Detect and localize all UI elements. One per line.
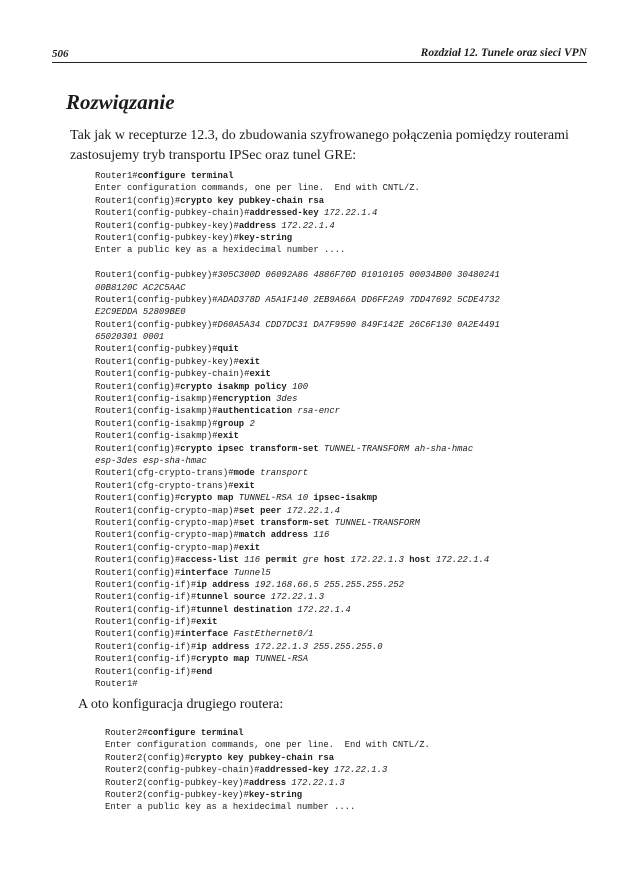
code-prompt: Router1# <box>95 171 138 181</box>
code-line <box>95 455 500 467</box>
code-command: ip address <box>196 641 250 652</box>
code-argument: TUNNEL-RSA <box>249 654 309 665</box>
code-line <box>95 418 500 430</box>
code-argument: 172.22.1.4 <box>281 505 341 516</box>
code-command: quit <box>217 344 239 355</box>
code-line <box>95 443 500 455</box>
code-prompt: Router1(config-pubkey)# <box>95 344 218 355</box>
code-line <box>95 492 500 504</box>
code-command: crypto ipsec transform-set <box>180 443 319 454</box>
code-prompt: Router1(config-pubkey-key)# <box>95 232 239 243</box>
code-command: set transform-set <box>238 517 330 528</box>
code-command: crypto map <box>180 493 234 504</box>
code-command: configure terminal <box>147 728 244 738</box>
code-argument: 172.22.1.3 <box>345 555 404 566</box>
code-line <box>95 616 500 628</box>
code-argument: 116 <box>308 530 330 541</box>
code-command: group <box>217 418 245 429</box>
code-command: address <box>248 777 287 788</box>
code-prompt: Router1(config-if)# <box>95 654 197 665</box>
code-prompt: Router1(config-if)# <box>95 666 197 677</box>
code-line <box>95 294 500 306</box>
code-prompt: Router1(config-crypto-map)# <box>95 542 239 553</box>
code-line <box>95 666 500 678</box>
code-prompt: Router1(config)# <box>95 555 181 566</box>
code-command: crypto map <box>196 654 250 665</box>
code-command: exit <box>249 369 271 380</box>
code-line <box>95 579 500 591</box>
code-command: tunnel source <box>196 592 266 603</box>
code-argument: ADAD378D A5A1F140 2EB9A66A DD6FF2A9 7DD47692 5CDE4732 <box>217 294 500 305</box>
code-command: interface <box>180 567 229 578</box>
code-prompt: Router1(config-pubkey)# <box>95 294 218 305</box>
code-command: host <box>403 555 431 566</box>
code-line <box>105 739 430 751</box>
code-prompt: Router1(config-pubkey-key)# <box>95 356 239 367</box>
code-line <box>95 170 500 182</box>
code-prompt: Router1(config-isakmp)# <box>95 406 218 417</box>
code-argument: 65020301 0001 <box>95 332 165 343</box>
code-prompt: Enter configuration commands, one per line. End with CNTL/Z. <box>105 740 430 751</box>
code-prompt: Enter a public key as a hexidecimal number .... <box>105 802 356 813</box>
code-line <box>95 653 500 665</box>
code-prompt: Router1(config-pubkey)# <box>95 270 218 281</box>
code-command: mode <box>233 468 255 479</box>
code-line <box>95 269 500 281</box>
code-blank-line <box>95 257 500 269</box>
code-line <box>95 430 500 442</box>
code-line <box>105 764 430 776</box>
code-prompt: Router1(config-if)# <box>95 617 197 628</box>
code-argument: 192.168.66.5 255.255.255.252 <box>249 579 404 590</box>
code-command: addressed-key <box>249 208 319 219</box>
code-argument: 116 <box>238 555 261 566</box>
second-router-paragraph: A oto konfiguracja drugiego routera: <box>78 697 284 712</box>
code-line <box>95 554 500 566</box>
code-argument: 100 <box>286 381 309 392</box>
code-line <box>95 467 500 479</box>
page-number: 506 <box>52 48 69 60</box>
code-command: exit <box>238 542 261 553</box>
code-prompt: Enter a public key as a hexidecimal number .... <box>95 245 346 256</box>
code-argument: 172.22.1.4 <box>292 604 351 615</box>
code-prompt: Router1(config)# <box>95 567 181 578</box>
code-prompt: Router1(config)# <box>95 381 181 392</box>
code-command: exit <box>217 431 239 442</box>
code-command: crypto key pubkey-chain rsa <box>180 195 325 206</box>
code-argument: 2 <box>244 418 255 429</box>
code-line <box>95 604 500 616</box>
code-command: address <box>238 220 277 231</box>
code-argument: gre <box>297 555 319 566</box>
code-line <box>95 331 500 343</box>
code-line <box>95 182 500 194</box>
router2-config-listing <box>105 727 430 814</box>
code-command: key-string <box>238 232 293 243</box>
code-line <box>95 591 500 603</box>
code-argument: FastEthernet0/1 <box>228 629 314 640</box>
code-line <box>95 356 500 368</box>
code-argument: 172.22.1.3 <box>286 777 345 788</box>
code-prompt: Router1(config-pubkey-chain)# <box>95 369 250 380</box>
code-prompt: Router1(config-if)# <box>95 579 197 590</box>
code-argument: Tunnel5 <box>228 567 271 578</box>
code-prompt: Router1(config)# <box>95 629 181 640</box>
code-line <box>105 801 430 813</box>
code-command: addressed-key <box>259 765 329 776</box>
code-command: interface <box>180 629 229 640</box>
code-line <box>95 517 500 529</box>
intro-paragraph: Tak jak w recepturze 12.3, do zbudowania szyfrowanego połączenia pomiędzy routerami zastosujemy tryb transportu IPSec oraz tunel GRE: <box>70 128 569 163</box>
code-line <box>95 405 500 417</box>
code-prompt: Router1(config-isakmp)# <box>95 394 218 405</box>
code-prompt: Router2(config)# <box>105 752 191 763</box>
code-prompt: Router1(config-isakmp)# <box>95 418 218 429</box>
code-command: crypto isakmp policy <box>180 381 287 392</box>
code-prompt: Router1(config-if)# <box>95 592 197 603</box>
code-prompt: Router1(config-if)# <box>95 604 197 615</box>
router1-config-listing <box>95 170 500 690</box>
code-line <box>95 319 500 331</box>
code-command: end <box>196 666 213 677</box>
code-prompt: Enter configuration commands, one per line. End with CNTL/Z. <box>95 183 420 194</box>
page-header <box>52 40 587 63</box>
code-command: configure terminal <box>137 171 234 181</box>
code-line <box>95 232 500 244</box>
code-command: exit <box>233 480 255 491</box>
code-line <box>95 480 500 492</box>
code-prompt: Router1(config-crypto-map)# <box>95 530 239 541</box>
code-command: set peer <box>238 505 282 516</box>
code-line <box>95 282 500 294</box>
code-argument: 172.22.1.3 255.255.255.0 <box>249 641 383 652</box>
code-prompt: Router1(cfg-crypto-trans)# <box>95 468 234 479</box>
code-prompt: Router1(config-pubkey)# <box>95 319 218 330</box>
code-prompt: Router1(config-crypto-map)# <box>95 505 239 516</box>
code-line <box>95 529 500 541</box>
code-prompt: Router1(config)# <box>95 493 181 504</box>
code-argument: esp-3des esp-sha-hmac <box>95 455 207 466</box>
code-command: encryption <box>217 394 271 405</box>
code-prompt: Router1(cfg-crypto-trans)# <box>95 480 234 491</box>
code-line <box>105 752 430 764</box>
code-prompt: Router1(config-isakmp)# <box>95 431 218 442</box>
code-prompt: Router1(config-if)# <box>95 641 197 652</box>
code-line <box>105 777 430 789</box>
code-argument: D60A5A34 CDD7DC31 DA7F9590 849F142E 26C6F130 0A2E4491 <box>217 319 500 330</box>
code-command: ip address <box>196 579 250 590</box>
code-argument: rsa-encr <box>292 406 340 417</box>
code-line <box>95 381 500 393</box>
code-argument: 3des <box>270 394 298 405</box>
code-line <box>95 641 500 653</box>
code-prompt: Router2(config-pubkey-key)# <box>105 777 249 788</box>
code-prompt: Router1(config)# <box>95 443 181 454</box>
code-command: exit <box>196 617 218 628</box>
code-argument: 00B8120C AC2C5AAC <box>95 282 186 293</box>
code-prompt: Router1(config-crypto-map)# <box>95 517 239 528</box>
code-prompt: Router1(config-pubkey-chain)# <box>95 208 250 219</box>
code-command: exit <box>238 356 261 367</box>
code-line <box>95 207 500 219</box>
code-command: permit <box>260 555 298 566</box>
code-argument: 172.22.1.4 <box>276 220 335 231</box>
code-command: match address <box>238 530 309 541</box>
code-command: authentication <box>217 406 293 417</box>
code-prompt: Router1(config)# <box>95 195 181 206</box>
running-title: Rozdział 12. Tunele oraz sieci VPN <box>420 47 587 59</box>
code-line <box>95 220 500 232</box>
code-argument: 172.22.1.4 <box>318 208 378 219</box>
code-line <box>95 393 500 405</box>
code-command: crypto key pubkey-chain rsa <box>190 752 335 763</box>
code-line <box>95 567 500 579</box>
code-argument: transport <box>254 468 309 479</box>
code-line <box>95 343 500 355</box>
code-prompt: Router1# <box>95 679 138 690</box>
section-title: Rozwiązanie <box>66 90 175 114</box>
code-line <box>95 368 500 380</box>
code-argument: TUNNEL-RSA 10 <box>233 493 309 504</box>
code-line <box>95 542 500 554</box>
code-line <box>95 244 500 256</box>
code-line <box>105 789 430 801</box>
code-prompt: Router1(config-pubkey-key)# <box>95 220 239 231</box>
code-line <box>105 727 430 739</box>
code-argument: E2C9EDDA 52809BE0 <box>95 307 186 318</box>
code-argument: TUNNEL-TRANSFORM ah-sha-hmac <box>318 443 474 454</box>
code-argument: 172.22.1.4 <box>430 555 490 566</box>
code-command: host <box>318 555 346 566</box>
code-line <box>95 195 500 207</box>
code-line <box>95 505 500 517</box>
code-argument: 172.22.1.3 <box>328 765 388 776</box>
code-argument: 305C300D 06092A86 4886F70D 01010105 00034B00 30480241 <box>217 270 500 281</box>
code-prompt: Router2# <box>105 728 148 738</box>
code-line <box>95 678 500 690</box>
code-prompt: Router2(config-pubkey-key)# <box>105 789 249 800</box>
code-argument: 172.22.1.3 <box>265 592 325 603</box>
code-argument: TUNNEL-TRANSFORM <box>329 517 420 528</box>
code-line <box>95 306 500 318</box>
code-command: ipsec-isakmp <box>308 493 378 504</box>
code-prompt: Router2(config-pubkey-chain)# <box>105 765 260 776</box>
code-command: access-list <box>180 555 239 566</box>
code-line <box>95 628 500 640</box>
code-command: tunnel destination <box>196 604 293 615</box>
code-command: key-string <box>248 789 303 800</box>
